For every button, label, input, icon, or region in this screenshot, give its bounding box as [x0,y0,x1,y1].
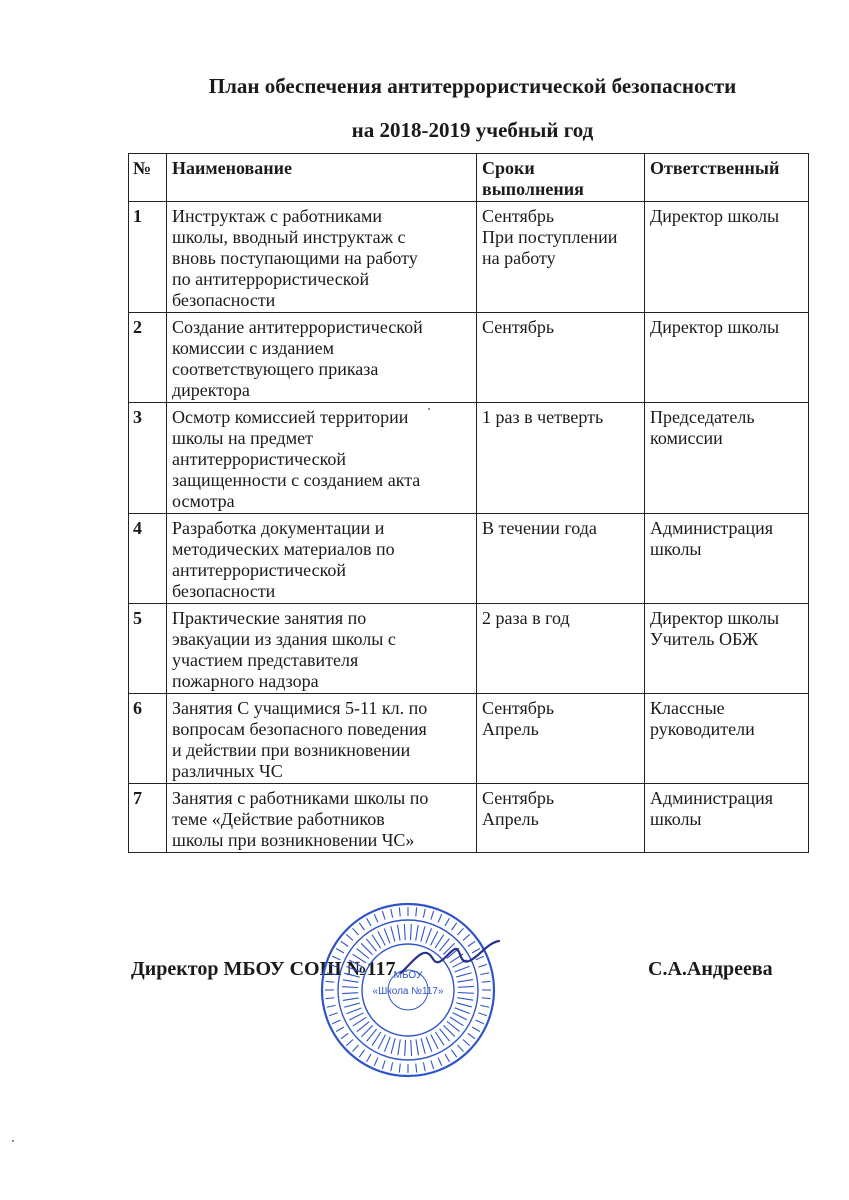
row-responsible-line: Администрация [650,788,774,808]
row-name-line: Занятия с работниками школы по [172,788,429,808]
table-row [129,514,809,604]
row-name-line: школы при возникновении ЧС» [172,830,415,850]
row-name [167,694,477,784]
row-num: 1 [129,202,167,313]
row-name-line: соответствующего приказа [172,359,379,379]
row-name-line: Создание антитеррористической [172,317,423,337]
row-responsible-line: Директор школы [650,317,780,337]
row-name [167,604,477,694]
row-responsible-line: Учитель ОБЖ [650,629,758,649]
row-name-line: Практические занятия по [172,608,367,628]
row-responsible [645,604,809,694]
row-name-line: безопасности [172,290,276,310]
svg-text:«Школа №117»: «Школа №117» [372,986,444,997]
table-row [129,313,809,403]
row-deadline-line: Апрель [482,719,539,739]
row-deadline-line: на работу [482,248,556,268]
row-deadline-line: Сентябрь [482,317,555,337]
row-name-line: различных ЧС [172,761,283,781]
row-responsible-line: Директор школы [650,608,780,628]
row-name-line: пожарного надзора [172,671,319,691]
row-num: 2 [129,313,167,403]
row-name-line: антитеррористической [172,560,347,580]
table-row [129,604,809,694]
director-signature [395,935,505,985]
row-deadline-line: Сентябрь [482,206,555,226]
header-num: № [129,154,167,202]
row-deadline-line: 1 раз в четверть [482,407,604,427]
row-name [167,403,477,514]
row-responsible [645,784,809,853]
row-name [167,514,477,604]
row-responsible-line: Классные [650,698,725,718]
row-name-line: Осмотр комиссией территории [172,407,409,427]
row-responsible-line: Администрация [650,518,774,538]
row-responsible [645,313,809,403]
director-position: Директор МБОУ СОШ №117 [131,958,396,980]
table-body [129,202,809,853]
row-deadline [477,694,645,784]
table-row [129,694,809,784]
row-responsible-line: Председатель [650,407,755,427]
row-deadline-line: При поступлении [482,227,618,247]
row-deadline [477,202,645,313]
row-name-line: методических материалов по [172,539,395,559]
row-name-line: теме «Действие работников [172,809,385,829]
header-responsible: Ответственный [645,154,809,202]
row-responsible-line: Директор школы [650,206,780,226]
row-name-line: школы, вводный инструктаж с [172,227,406,247]
row-name-line: комиссии с изданием [172,338,334,358]
row-name-line: Занятия С учащимися 5-11 кл. по [172,698,428,718]
row-name-line: по антитеррористической [172,269,370,289]
row-name-line: вопросам безопасного поведения [172,719,427,739]
header-deadline-line2: выполнения [482,179,584,199]
row-name [167,784,477,853]
row-deadline-line: Сентябрь [482,698,555,718]
header-deadline [477,154,645,202]
row-name-line: участием представителя [172,650,359,670]
table-row [129,202,809,313]
svg-text:МБОУ: МБОУ [393,970,423,981]
row-name [167,313,477,403]
document-subtitle: на 2018-2019 учебный год [351,118,594,142]
header-deadline-line1: Сроки [482,158,535,178]
row-deadline-line: В течении года [482,518,597,538]
row-num: 5 [129,604,167,694]
row-deadline-line: 2 раза в год [482,608,570,628]
row-deadline [477,604,645,694]
row-num: 3 [129,403,167,514]
scan-speck [428,408,430,410]
school-seal [318,900,498,1080]
plan-table [128,153,809,853]
row-name-line: осмотра [172,491,235,511]
header-name: Наименование [167,154,477,202]
row-name-line: антитеррористической [172,449,347,469]
row-responsible-line: руководители [650,719,755,739]
scan-speck [12,1140,14,1142]
row-responsible [645,403,809,514]
row-name-line: защищенности с созданием акта [172,470,421,490]
row-name [167,202,477,313]
row-num: 4 [129,514,167,604]
row-responsible [645,202,809,313]
row-deadline-line: Сентябрь [482,788,555,808]
table-row [129,784,809,853]
row-responsible [645,514,809,604]
row-deadline-line: Апрель [482,809,539,829]
document-title: План обеспечения антитеррористической безопасности [208,74,737,98]
row-responsible-line: школы [650,809,702,829]
row-name-line: эвакуации из здания школы с [172,629,396,649]
row-num: 6 [129,694,167,784]
row-name-line: Инструктаж с работниками [172,206,383,226]
row-deadline [477,403,645,514]
row-name-line: Разработка документации и [172,518,385,538]
row-name-line: безопасности [172,581,276,601]
row-responsible-line: комиссии [650,428,723,448]
row-name-line: директора [172,380,250,400]
row-name-line: школы на предмет [172,428,313,448]
row-deadline [477,514,645,604]
row-responsible-line: школы [650,539,702,559]
table-header-row [129,154,809,202]
row-deadline [477,784,645,853]
row-responsible [645,694,809,784]
row-num: 7 [129,784,167,853]
row-name-line: и действии при возникновении [172,740,411,760]
row-name-line: вновь поступающими на работу [172,248,418,268]
table-row [129,403,809,514]
row-deadline [477,313,645,403]
director-name: С.А.Андреева [648,958,773,980]
